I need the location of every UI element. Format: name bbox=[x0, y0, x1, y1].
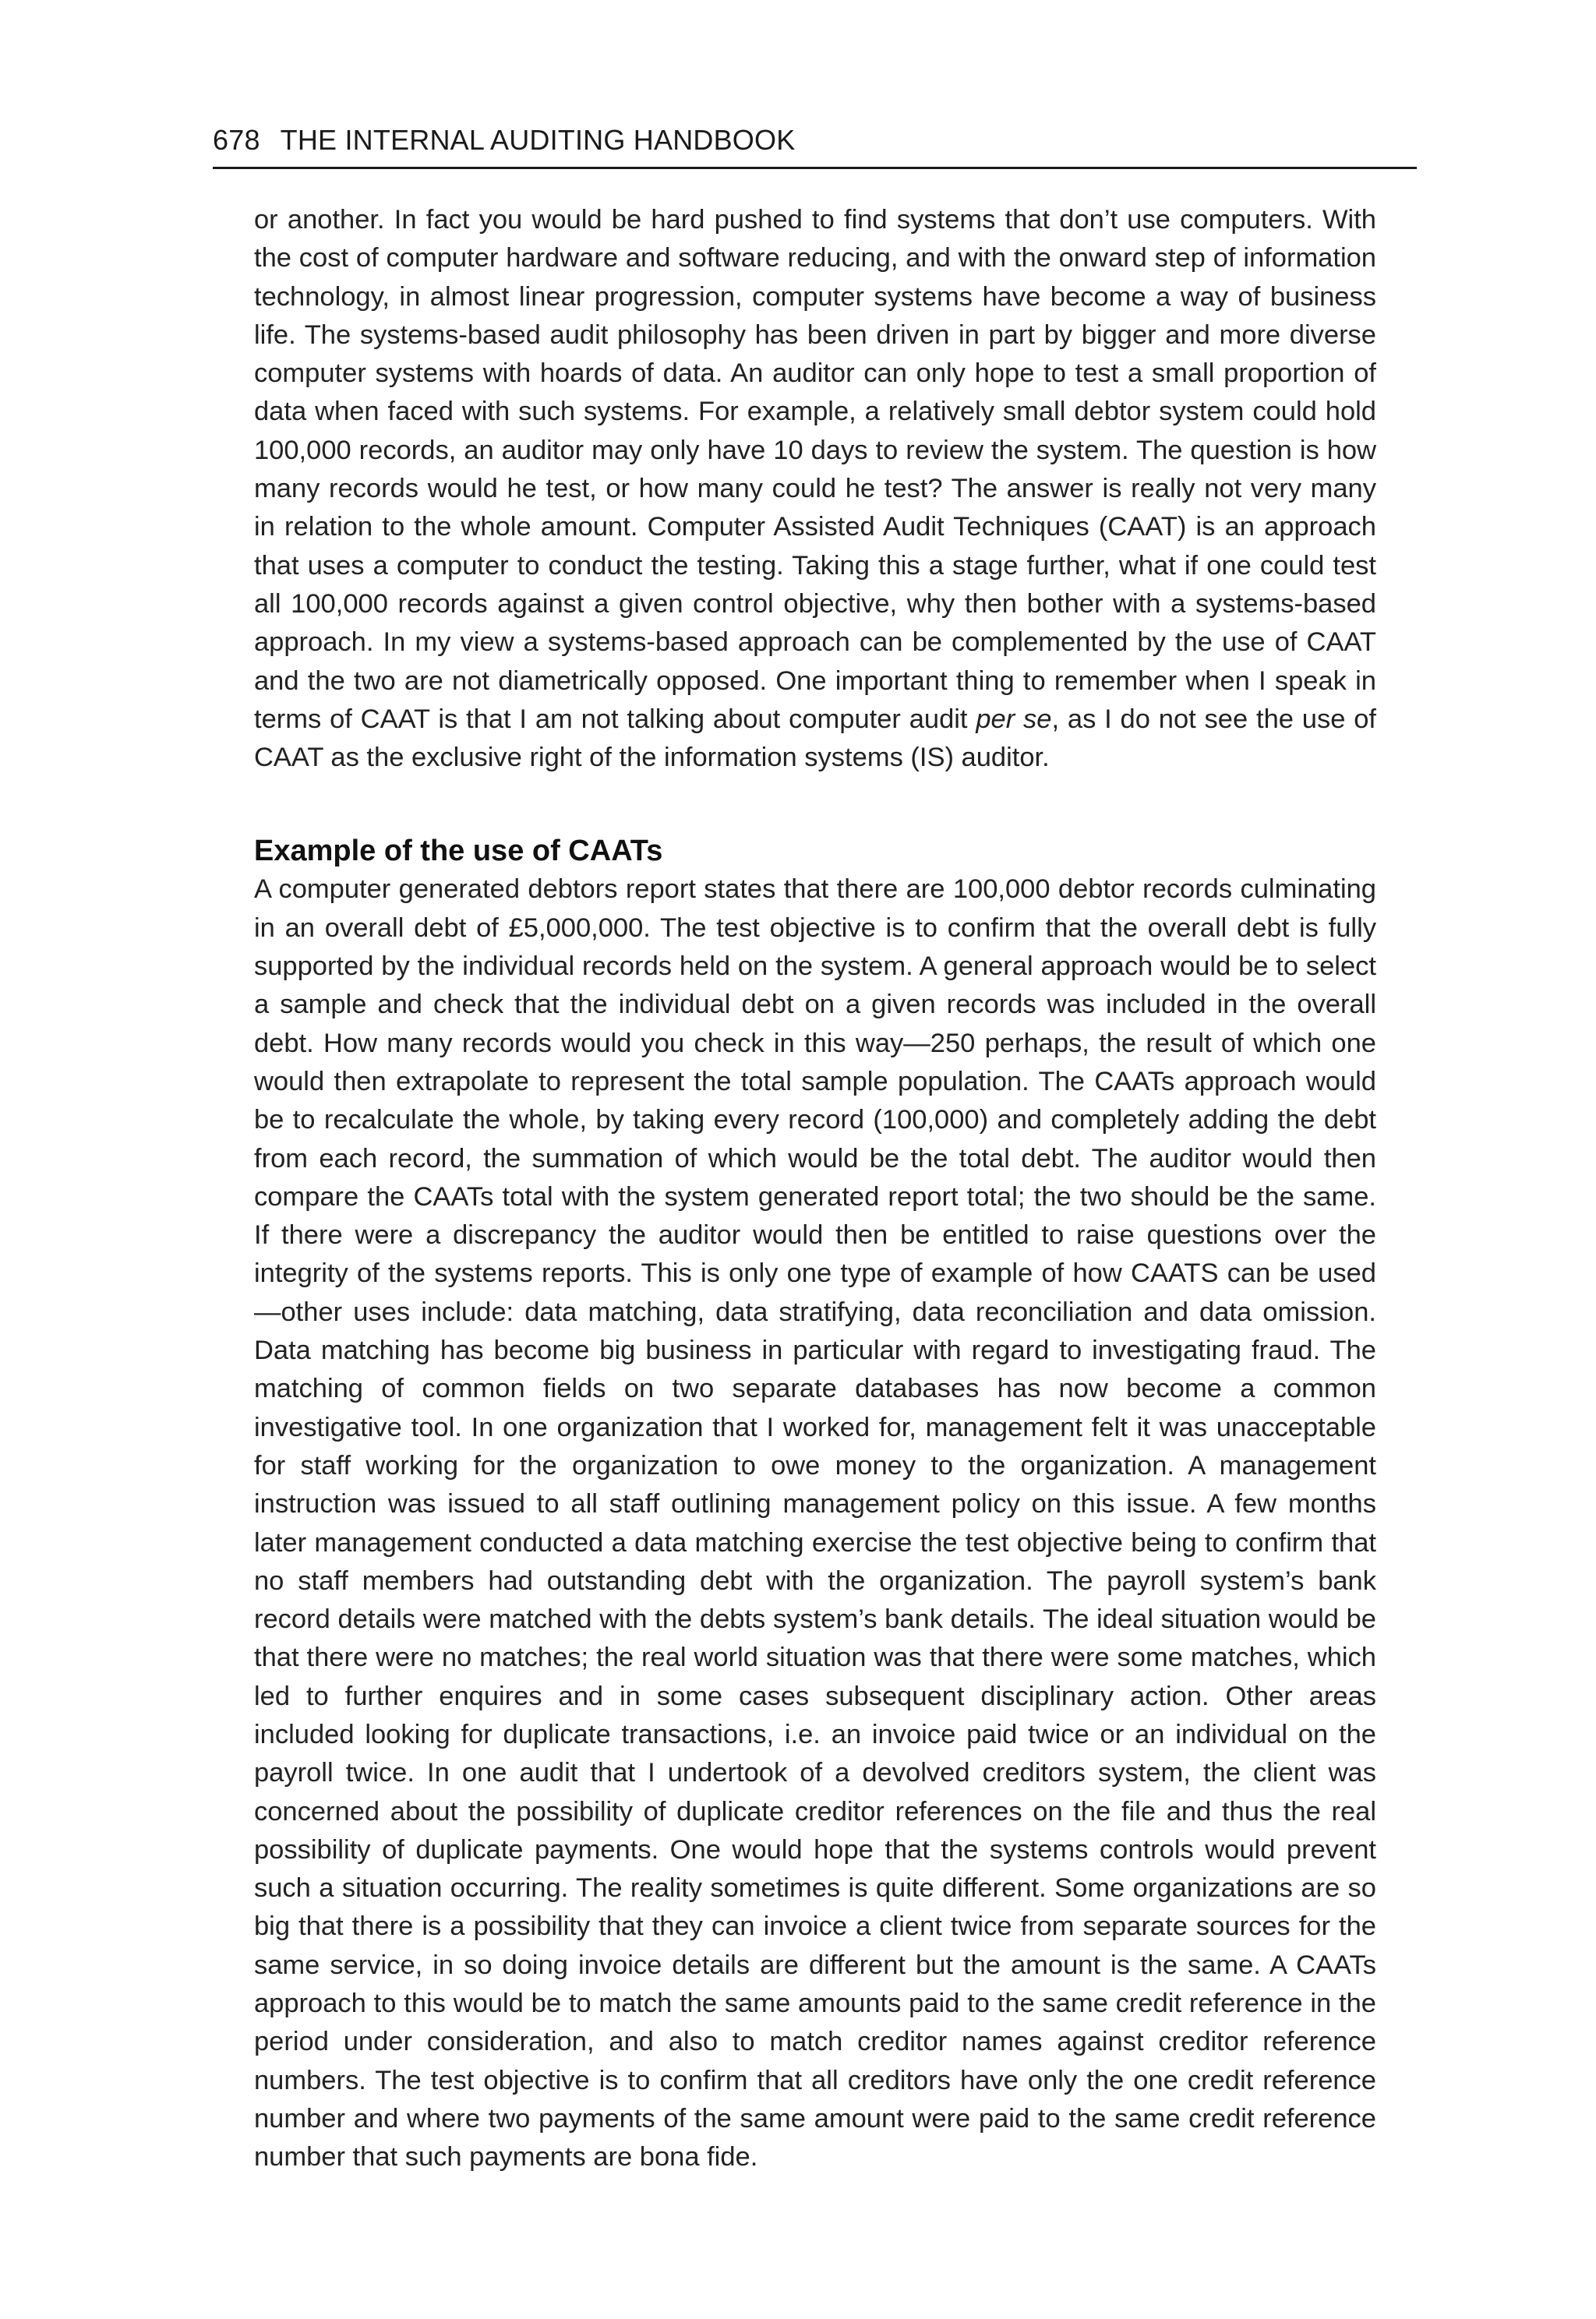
section-heading: Example of the use of CAATs bbox=[254, 835, 663, 868]
intro-italic-term: per se bbox=[976, 704, 1052, 734]
running-head bbox=[213, 117, 1417, 164]
page-number: 678 bbox=[213, 124, 260, 156]
section-paragraph: A computer generated debtors report states that there are 100,000 debtor records culminating in an overall debt of £5,000,000. The test objective is to confirm that the overall debt is fully supported by the individual records held on the system. A general approach would be to select a sample and check that the individual debt on a given records was included in the overall debt. How many records would you check in this way—250 perhaps, the result of which one would then extrapolate to represent the total sample population. The CAATs approach would be to recalculate the whole, by taking every record (100,000) and completely adding the debt from each record, the summation of which would be the total debt. The auditor would then compare the CAATs total with the system generated report total; the two should be the same. If there were a discrepancy the auditor would then be entitled to raise questions over the integrity of the systems reports. This is only one type of example of how CAATS can be used—other uses include: data matching, data stratifying, data reconciliation and data omission. Data matching has become big business in particular with regard to investigating fraud. The matching of common fields on two separate databases has now become a common investigative tool. In one organization that I worked for, management felt it was unacceptable for staff working for the organization to owe money to the organization. A management instruction was issued to all staff outlining management policy on this issue. A few months later management conducted a data matching exercise the test objective being to confirm that no staff members had outstanding debt with the organization. The payroll system’s bank record details were matched with the debts system’s bank details. The ideal situation would be that there were no matches; the real world situation was that there were some matches, which led to further enquires and in some cases subsequent disciplinary action. Other areas included looking for duplicate transactions, i.e. an invoice paid twice or an individual on the payroll twice. In one audit that I undertook of a devolved creditors system, the client was concerned about the possibility of duplicate creditor references on the file and thus the real possibility of duplicate payments. One would hope that the systems controls would prevent such a situation occurring. The reality sometimes is quite different. Some organizations are so big that there is a possibility that they can invoice a client twice from separate sources for the same service, in so doing invoice details are different but the amount is the same. A CAATs approach to this would be to match the same amounts paid to the same credit reference in the period under consideration, and also to match creditor names against creditor reference numbers. The test objective is to confirm that all creditors have only the one credit reference number and where two payments of the same amount were paid to the same credit reference number that such payments are bona fide. bbox=[254, 874, 1376, 2173]
intro-paragraph bbox=[254, 201, 1376, 777]
header-rule bbox=[213, 167, 1417, 169]
intro-text-end: , as I do not see the use of CAAT as the exclusive right of the information systems (IS) auditor. bbox=[254, 704, 1376, 773]
running-title: THE INTERNAL AUDITING HANDBOOK bbox=[280, 124, 796, 156]
intro-text-start: or another. In fact you would be hard pushed to find systems that don’t use computers. With the cost of computer hardware and software reducing, and with the onward step of information technology, in almost linear progression, computer systems have become a way of business life. The systems-based audit philosophy has been driven in part by bigger and more diverse computer systems with hoards of data. An auditor can only hope to test a small proportion of data when faced with such systems. For example, a relatively small debtor system could hold 100,000 records, an auditor may only have 10 days to review the system. The question is how many records would he test, or how many could he test? The answer is really not very many in relation to the whole amount. Computer Assisted Audit Techniques (CAAT) is an approach that uses a computer to conduct the testing. Taking this a stage further, what if one could test all 100,000 records against a given control objective, why then bother with a systems-based approach. In my view a systems-based approach can be complemented by the use of CAAT and the two are not diametrically opposed. One important thing to remember when I speak in terms of CAAT is that I am not talking about computer audit bbox=[254, 205, 1376, 734]
page-body bbox=[254, 201, 1376, 2177]
